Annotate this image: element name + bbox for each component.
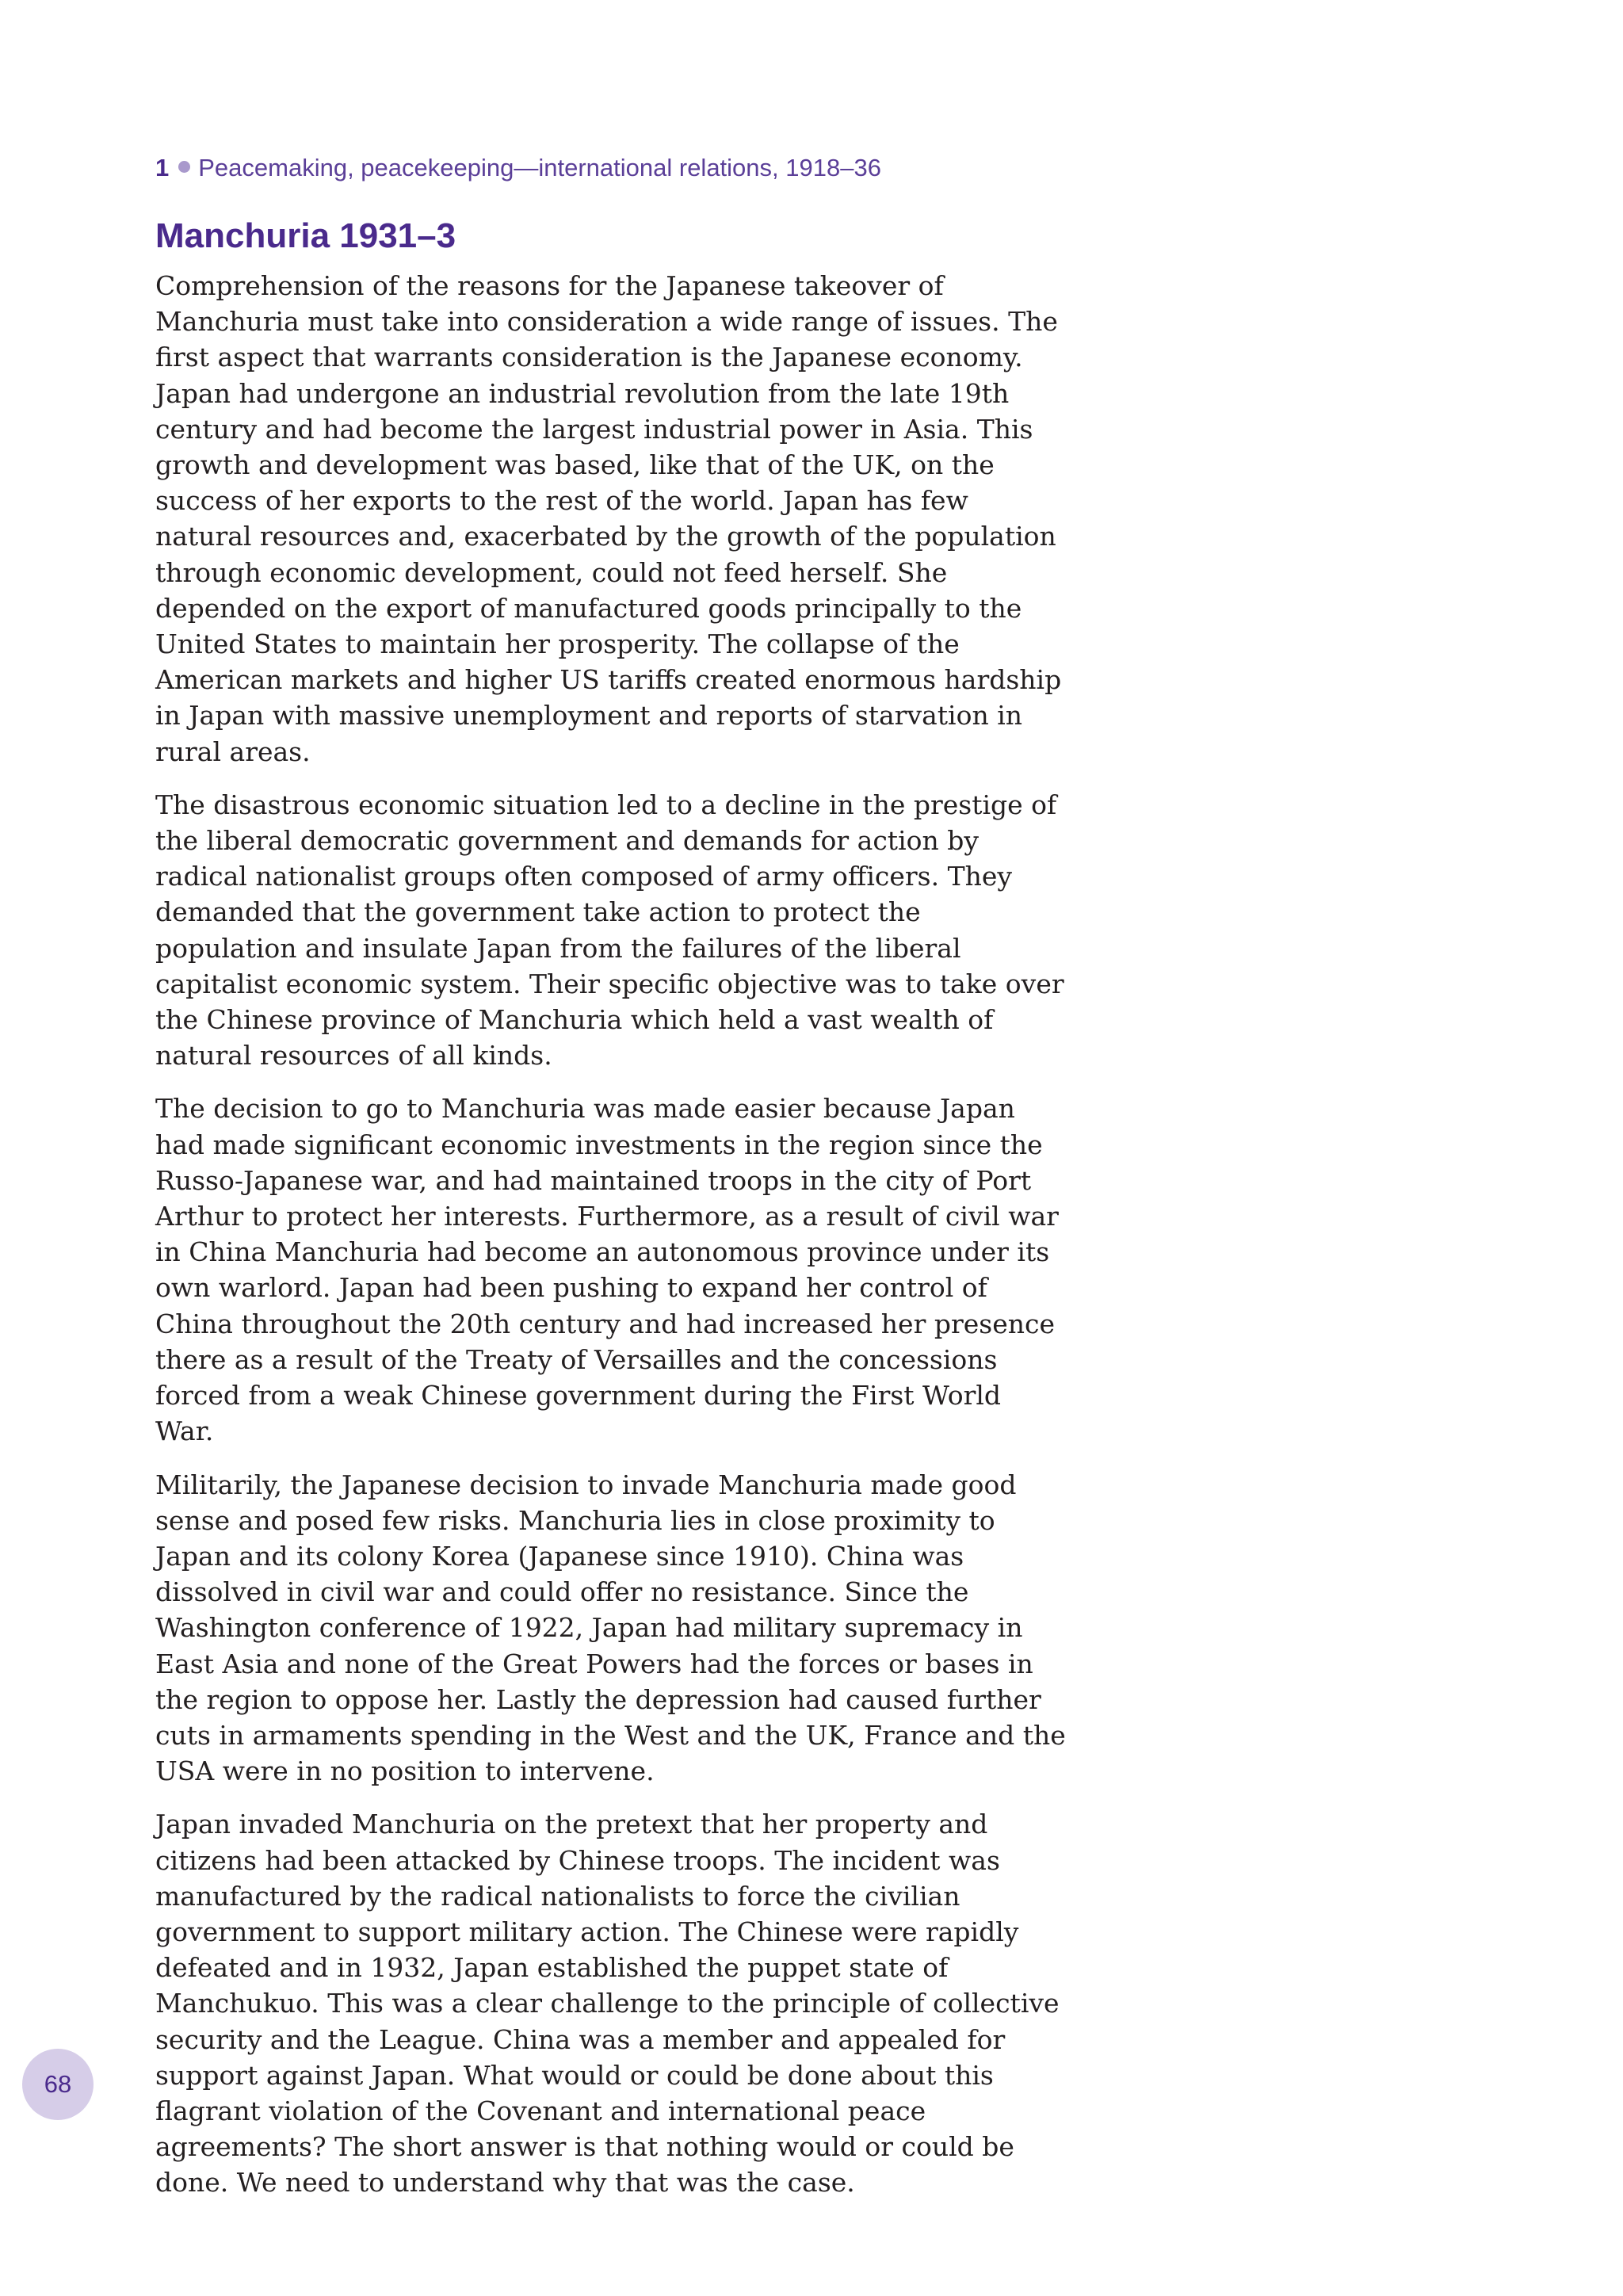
bullet-icon	[178, 161, 190, 173]
body-text	[155, 268, 1067, 2218]
chapter-number: 1	[155, 154, 170, 181]
paragraph: The disastrous economic situation led to a decline in the prestige of the liberal democratic government and demands for action by radical nationalist groups often composed of army officers. They demanded that the government take action to protect the population and insulate Japan from the failures of the liberal capitalist economic system. Their specific objective was to take over the Chinese province of Manchuria which held a vast wealth of natural resources of all kinds.	[155, 789, 1064, 1072]
paragraph: Militarily, the Japanese decision to invade Manchuria made good sense and posed few risks. Manchuria lies in close proximity to Japan and its colony Korea (Japanese since 1910). China was dissolved in civil war and could offer no resistance. Since the Washington conference of 1922, Japan had military supremacy in East Asia and none of the Great Powers had the forces or bases in the region to oppose her. Lastly the depression had caused further cuts in armaments spending in the West and the UK, France and the USA were in no position to intervene.	[155, 1469, 1066, 1787]
page-number-badge	[22, 2049, 94, 2120]
paragraph: Japan invaded Manchuria on the pretext that her property and citizens had been attacked by Chinese troops. The incident was manufactured by the radical nationalists to force the civilian government to support military action. The Chinese were rapidly defeated and in 1932, Japan established the puppet state of Manchukuo. This was a clear challenge to the principle of collective security and the League. China was a member and appealed for support against Japan. What would or could be done about this flagrant violation of the Covenant and international peace agreements? The short answer is that nothing would or could be done. We need to understand why that was the case.	[155, 1809, 1060, 2199]
paragraph: Comprehension of the reasons for the Japanese takeover of Manchuria must take into consideration a wide range of issues. The first aspect that warrants consideration is the Japanese economy. Japan had undergone an industrial revolution from the late 19th century and had become the largest industrial power in Asia. This growth and development was based, like that of the UK, on the success of her exports to the rest of the world. Japan has few natural resources and, exacerbated by the growth of the population through economic development, could not feed herself. She depended on the export of manufactured goods principally to the United States to maintain her prosperity. The collapse of the American markets and higher US tariffs created enormous hardship in Japan with massive unemployment and reports of starvation in rural areas.	[155, 270, 1062, 767]
chapter-title: Peacemaking, peacekeeping—international relations, 1918–36	[198, 154, 881, 181]
section-title: Manchuria 1931–3	[155, 216, 456, 255]
paragraph: The decision to go to Manchuria was made easier because Japan had made significant economic investments in the region since the Russo-Japanese war, and had maintained troops in the city of Port Arthur to protect her interests. Furthermore, as a result of civil war in China Manchuria had become an autonomous province under its own warlord. Japan had been pushing to expand her control of China throughout the 20th century and had increased her presence there as a result of the Treaty of Versailles and the concessions forced from a weak Chinese government during the First World War.	[155, 1093, 1059, 1447]
page-number: 68	[44, 2070, 72, 2098]
running-header	[155, 153, 881, 182]
